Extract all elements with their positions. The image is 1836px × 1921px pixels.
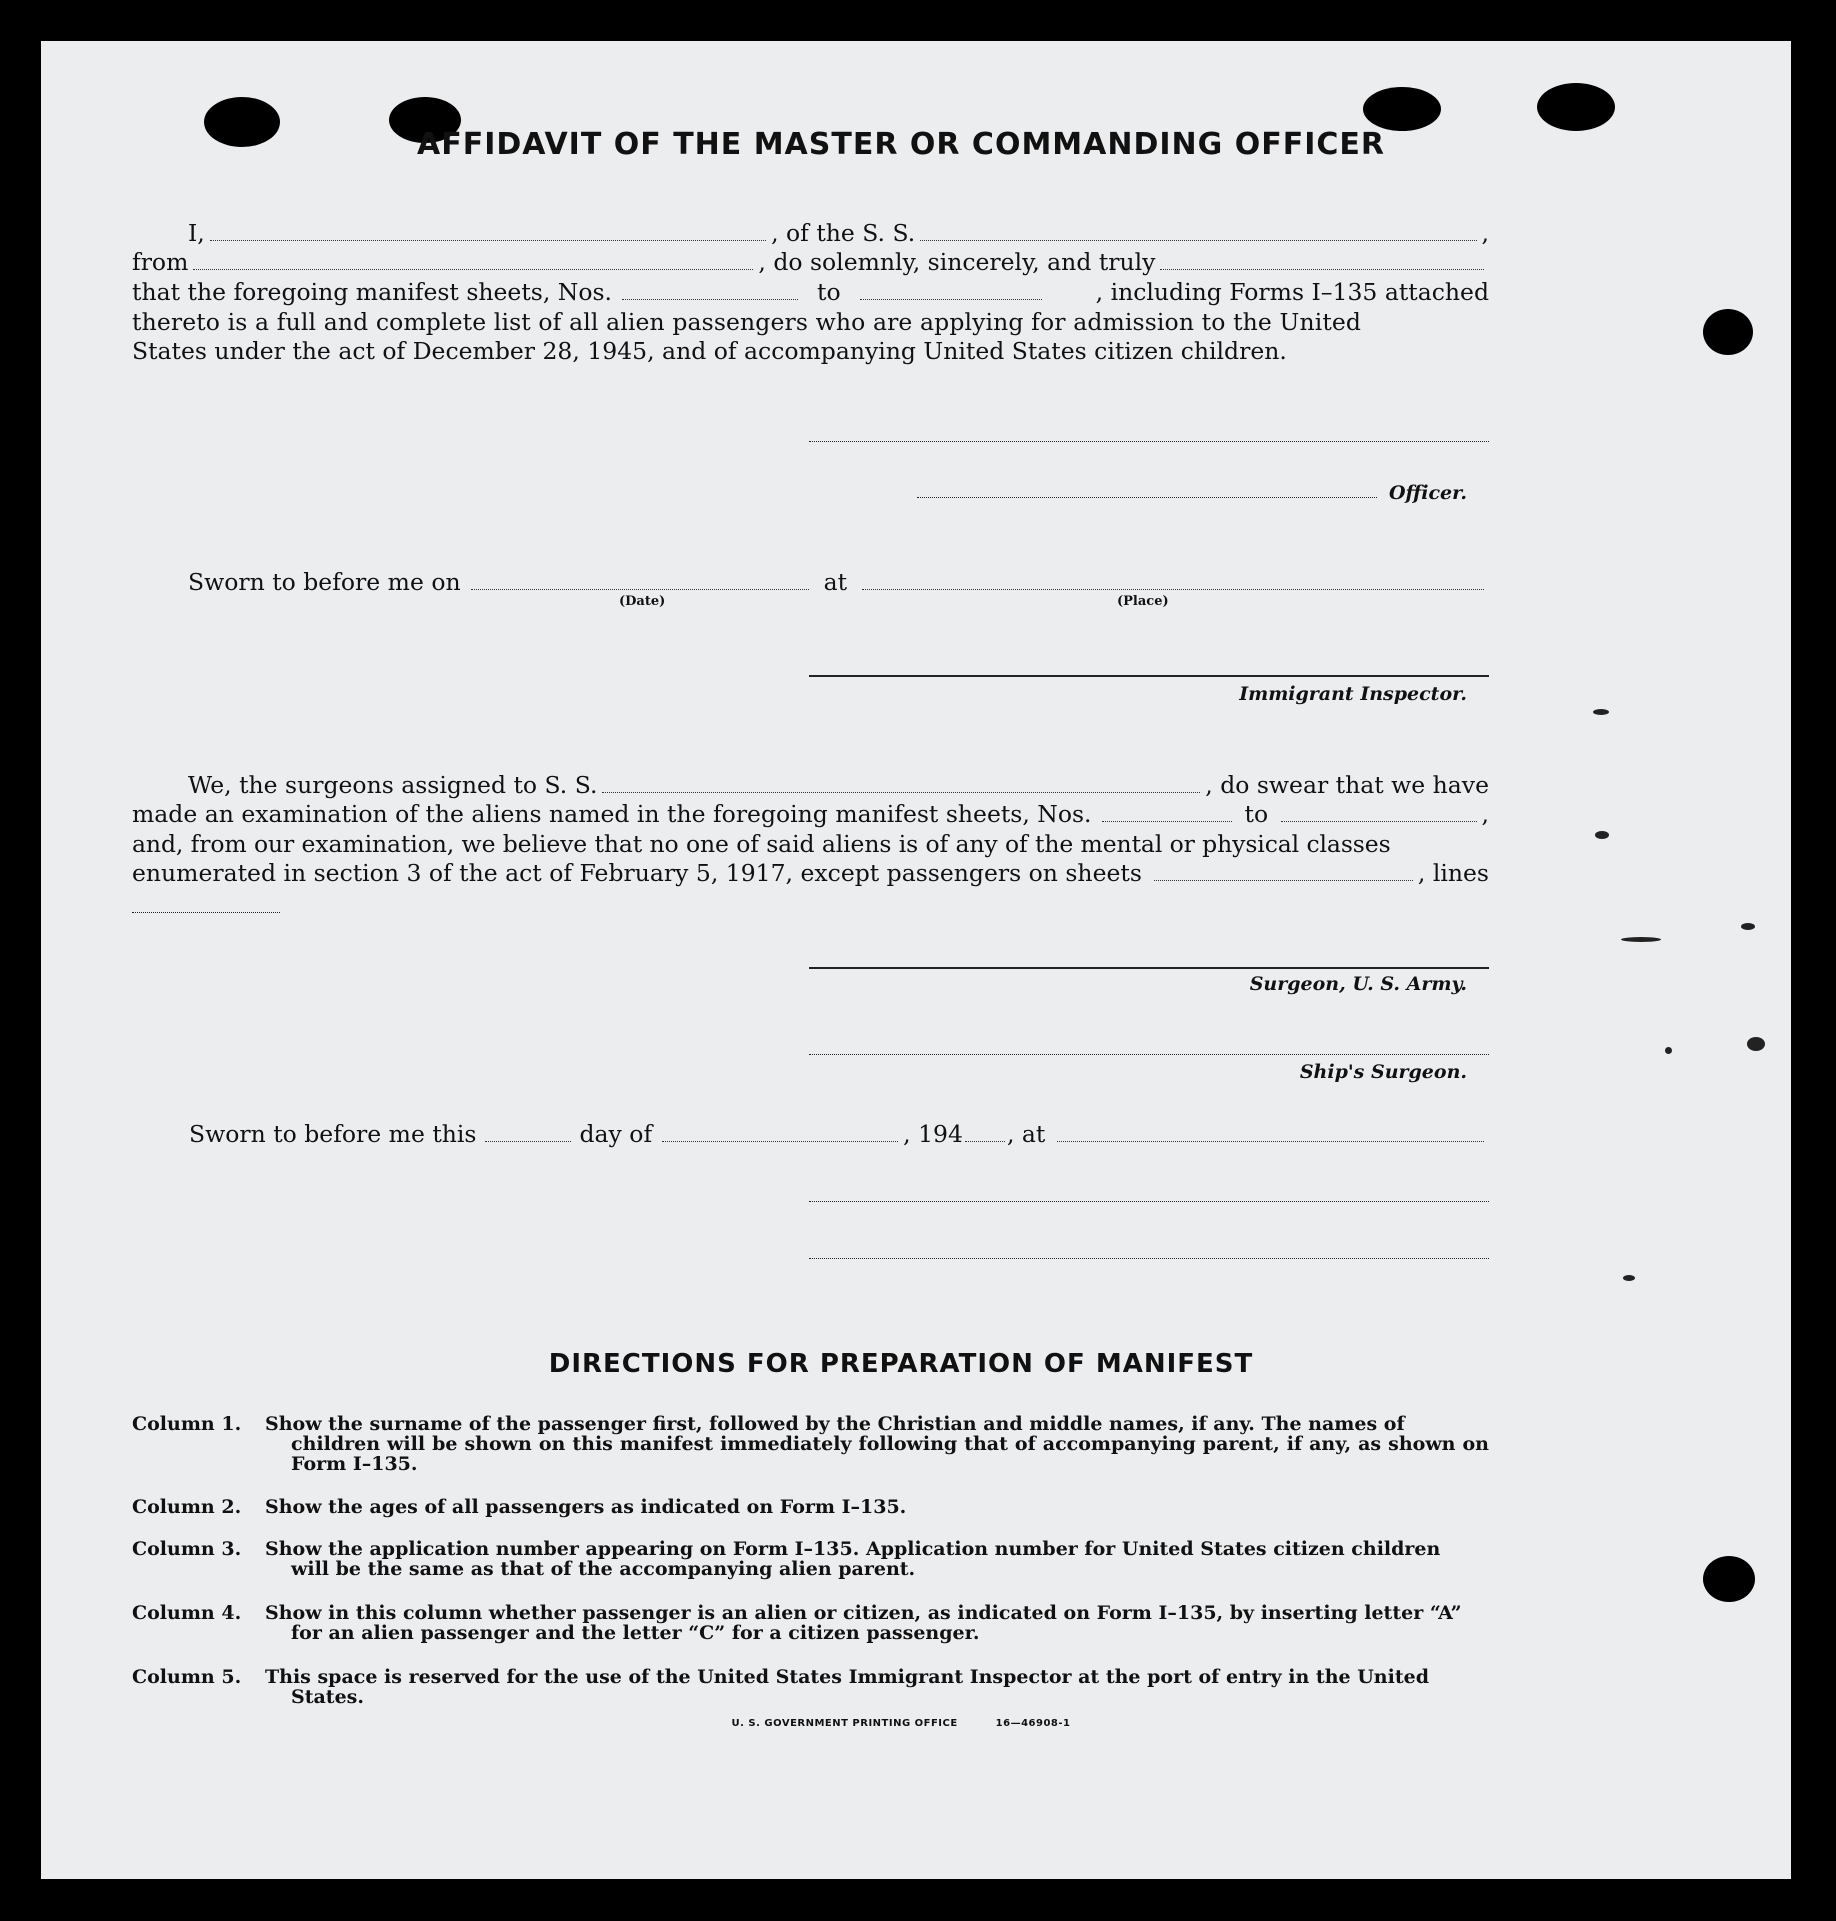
column-3-label: Column 3. — [132, 1538, 242, 1560]
text: I, — [188, 219, 205, 247]
army-surgeon-signature-line[interactable] — [809, 965, 1489, 969]
surgeon-ship-field[interactable] — [602, 772, 1200, 793]
column-2-text-first: Show the ages of all passengers as indicated on Form I–135. — [265, 1496, 907, 1518]
column-4-label: Column 4. — [132, 1602, 242, 1624]
declaration-field[interactable] — [1160, 249, 1484, 270]
form-code: 16—46908-1 — [995, 1718, 1071, 1729]
surgeons-line-2 — [132, 799, 1489, 829]
column-4-text-rest: for an alien passenger and the letter “C” for a citizen passenger. — [291, 1622, 980, 1644]
text: Sworn to before me this — [189, 1120, 477, 1148]
punch-hole — [1537, 83, 1615, 131]
officer-title-line[interactable] — [917, 495, 1377, 498]
speck — [1593, 709, 1609, 715]
date-field[interactable] — [471, 569, 809, 590]
year-field[interactable] — [965, 1121, 1005, 1142]
text: day of — [579, 1120, 653, 1148]
day-field[interactable] — [485, 1121, 571, 1142]
sheet-to-field[interactable] — [860, 279, 1042, 300]
printer-name: U. S. GOVERNMENT PRINTING OFFICE — [731, 1718, 958, 1729]
text: from — [132, 248, 189, 276]
except-sheets-field[interactable] — [1154, 860, 1413, 881]
from-field[interactable] — [193, 249, 753, 270]
text: made an examination of the aliens named in the foregoing manifest sheets, Nos. — [132, 800, 1092, 828]
column-4-text-first: Show in this column whether passenger is an alien or citizen, as indicated on Form I–135, by inserting letter “A” — [265, 1602, 1462, 1624]
speck — [1623, 1275, 1635, 1281]
column-3-text-rest: will be the same as that of the accompanying alien parent. — [291, 1558, 916, 1580]
exam-sheet-to-field[interactable] — [1281, 801, 1476, 822]
surgeons-line-1 — [132, 770, 1489, 800]
ship-surgeon-caption: Ship's Surgeon. — [1299, 1061, 1467, 1083]
officer-signature-line[interactable] — [809, 439, 1489, 442]
text: , do solemnly, sincerely, and truly — [758, 248, 1156, 276]
speck — [1665, 1047, 1672, 1054]
affidavit-line-1 — [132, 218, 1489, 248]
directions-title: DIRECTIONS FOR PREPARATION OF MANIFEST — [548, 1349, 1254, 1379]
official-signature-line[interactable] — [809, 1199, 1489, 1202]
speck — [1621, 937, 1661, 942]
place-field[interactable] — [862, 569, 1484, 590]
column-1-label: Column 1. — [132, 1413, 242, 1435]
text: , including Forms I–135 attached — [1095, 278, 1489, 306]
name-field[interactable] — [210, 220, 766, 241]
column-5-text — [265, 1667, 1489, 1707]
punch-hole — [1363, 87, 1441, 131]
surgeons-line-4 — [132, 858, 1489, 888]
inspector-signature-line[interactable] — [809, 673, 1489, 677]
text: to — [817, 278, 841, 306]
month-field[interactable] — [662, 1121, 898, 1142]
text: enumerated in section 3 of the act of February 5, 1917, except passengers on sheets — [132, 859, 1142, 887]
speck — [1747, 1037, 1765, 1051]
official-title-line[interactable] — [809, 1256, 1489, 1259]
affidavit-line-4: thereto is a full and complete list of all alien passengers who are applying for admission to the United — [132, 308, 1362, 336]
speck — [1595, 831, 1609, 839]
text: We, the surgeons assigned to S. S. — [188, 771, 598, 799]
text: Sworn to before me on — [188, 568, 461, 596]
column-3-text-first: Show the application number appearing on Form I–135. Application number for United States citizen children — [265, 1538, 1441, 1560]
officer-caption: Officer. — [1388, 482, 1467, 504]
column-5-label: Column 5. — [132, 1666, 242, 1688]
column-5-text-first: This space is reserved for the use of the United States Immigrant Inspector at the port of entry in the United — [265, 1666, 1429, 1688]
column-1-text — [265, 1414, 1489, 1474]
ship-name-field[interactable] — [920, 220, 1476, 241]
sworn-before-line — [132, 567, 1489, 597]
punch-hole — [1703, 1556, 1755, 1602]
punch-hole — [1703, 309, 1753, 355]
text: , do swear that we have — [1205, 771, 1489, 799]
column-3-text — [265, 1539, 1489, 1579]
text: , lines — [1417, 859, 1489, 887]
date-caption: (Date) — [619, 594, 666, 609]
column-1-text-rest: children will be shown on this manifest immediately following that of accompanying parent, if any, as shown on Form I–135. — [291, 1433, 1489, 1475]
text: , — [1481, 219, 1489, 247]
text: , of the S. S. — [771, 219, 916, 247]
place-caption: (Place) — [1117, 594, 1169, 609]
column-1-text-first: Show the surname of the passenger first, followed by the Christian and middle names, if any. The names of — [265, 1413, 1405, 1435]
text: at — [823, 568, 848, 596]
affidavit-line-2 — [132, 247, 1489, 277]
column-2-text — [265, 1497, 1489, 1517]
sheet-from-field[interactable] — [622, 279, 798, 300]
text: to — [1244, 800, 1269, 828]
text: , — [1481, 800, 1489, 828]
text: , at — [1006, 1120, 1046, 1148]
column-4-text — [265, 1603, 1489, 1643]
column-2-label: Column 2. — [132, 1496, 242, 1518]
form-page — [41, 41, 1791, 1879]
affidavit-line-5: States under the act of December 28, 1945, and of accompanying United States citizen children. — [132, 337, 1287, 365]
affidavit-title: AFFIDAVIT OF THE MASTER OR COMMANDING OFFICER — [417, 127, 1385, 162]
inspector-caption: Immigrant Inspector. — [1239, 683, 1467, 705]
surgeons-line-3: and, from our examination, we believe that no one of said aliens is of any of the mental or physical classes — [132, 830, 1391, 858]
text: that the foregoing manifest sheets, Nos. — [132, 278, 613, 306]
lines-field[interactable] — [132, 910, 280, 913]
sworn-place-field[interactable] — [1057, 1121, 1484, 1142]
text: , 194 — [903, 1120, 963, 1148]
sworn-this-day-line — [132, 1119, 1489, 1149]
column-5-text-rest: States. — [291, 1686, 364, 1708]
army-surgeon-caption: Surgeon, U. S. Army. — [1249, 973, 1467, 995]
speck — [1741, 923, 1755, 930]
ship-surgeon-signature-line[interactable] — [809, 1052, 1489, 1055]
printer-imprint — [131, 1718, 1671, 1729]
exam-sheet-from-field[interactable] — [1102, 801, 1232, 822]
affidavit-line-3 — [132, 277, 1489, 307]
